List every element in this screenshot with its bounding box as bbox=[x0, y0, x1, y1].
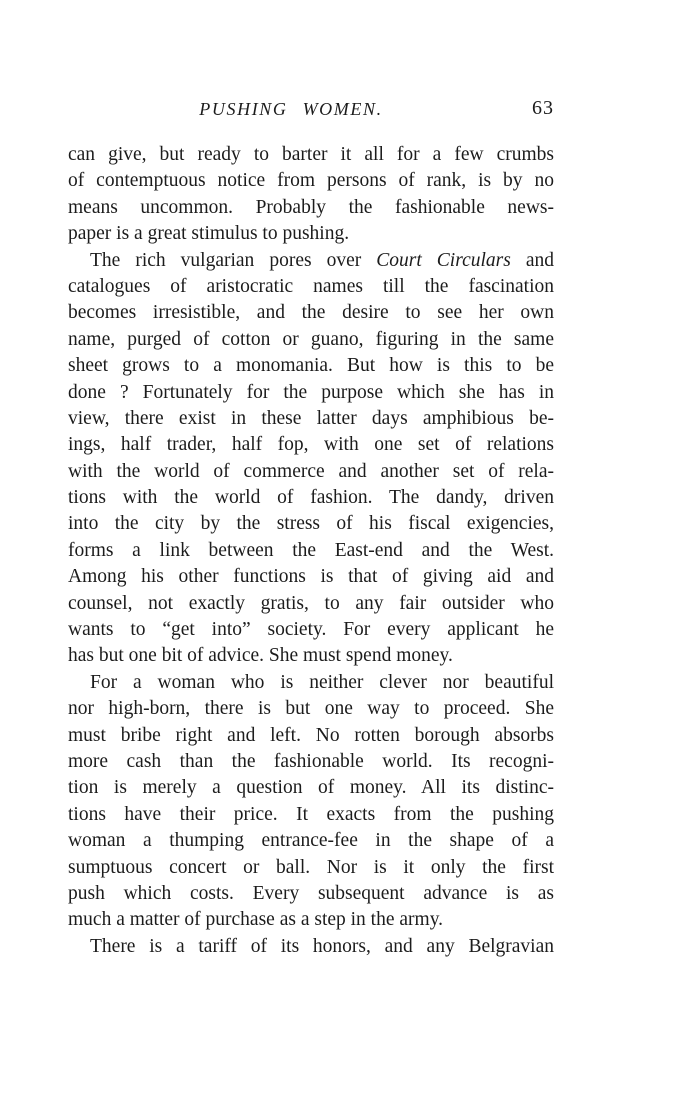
text-line: means uncommon. Probably the fashionable news- bbox=[68, 196, 554, 218]
text-line: For a woman who is neither clever nor beautiful bbox=[90, 671, 554, 693]
book-page-column bbox=[68, 99, 554, 960]
text-line: forms a link between the East-end and the West. bbox=[68, 539, 554, 561]
page-number: 63 bbox=[532, 97, 554, 119]
text-line: of contemptuous notice from persons of rank, is by no bbox=[68, 170, 554, 192]
text-line: push which costs. Every subsequent advance is as bbox=[68, 882, 554, 904]
text-line: The rich vulgarian pores over Court Circulars and bbox=[90, 249, 554, 271]
text-line: becomes irresistible, and the desire to see her own bbox=[68, 302, 554, 324]
text-line: paper is a great stimulus to pushing. bbox=[68, 223, 350, 245]
text-line: Among his other functions is that of giving aid and bbox=[68, 566, 554, 588]
text-line: There is a tariff of its honors, and any Belgravian bbox=[90, 935, 554, 957]
text-line: sheet grows to a monomania. But how is this to be bbox=[68, 355, 554, 377]
paragraph bbox=[68, 248, 554, 670]
text-line: tion is merely a question of money. All its distinc- bbox=[68, 777, 554, 799]
text-line: wants to “get into” society. For every applicant he bbox=[68, 619, 554, 641]
text-line: woman a thumping entrance-fee in the shape of a bbox=[68, 830, 554, 852]
text-line: can give, but ready to barter it all for a few crumbs bbox=[68, 144, 554, 165]
text-line: ings, half trader, half fop, with one set of relations bbox=[68, 434, 554, 456]
text-line: sumptuous concert or ball. Nor is it only the first bbox=[68, 856, 554, 878]
text-line: has but one bit of advice. She must spend money. bbox=[68, 645, 453, 667]
text-line: catalogues of aristocratic names till the fascination bbox=[68, 275, 554, 297]
running-header bbox=[68, 99, 554, 126]
text-line: much a matter of purchase as a step in the army. bbox=[68, 909, 444, 931]
text-line: tions have their price. It exacts from the pushing bbox=[68, 803, 554, 825]
text-line: must bribe right and left. No rotten borough absorbs bbox=[68, 724, 554, 746]
text-line: view, there exist in these latter days amphibious be- bbox=[68, 407, 554, 429]
text-line: done ? Fortunately for the purpose which she has in bbox=[68, 381, 554, 403]
paragraph bbox=[68, 934, 554, 960]
text-line: nor high-born, there is but one way to proceed. She bbox=[68, 698, 554, 720]
text-line: into the city by the stress of his fiscal exigencies, bbox=[68, 513, 554, 535]
text-line: counsel, not exactly gratis, to any fair outsider who bbox=[68, 592, 554, 614]
text-line: tions with the world of fashion. The dandy, driven bbox=[68, 487, 554, 509]
page-body bbox=[68, 142, 554, 960]
text-line: name, purged of cotton or guano, figuring in the same bbox=[68, 328, 554, 350]
paragraph bbox=[68, 670, 554, 934]
running-header-title: PUSHING WOMEN. bbox=[199, 99, 383, 119]
text-line: more cash than the fashionable world. Its recogni- bbox=[68, 750, 554, 772]
text-line: with the world of commerce and another set of rela- bbox=[68, 460, 554, 482]
paragraph bbox=[68, 142, 554, 248]
